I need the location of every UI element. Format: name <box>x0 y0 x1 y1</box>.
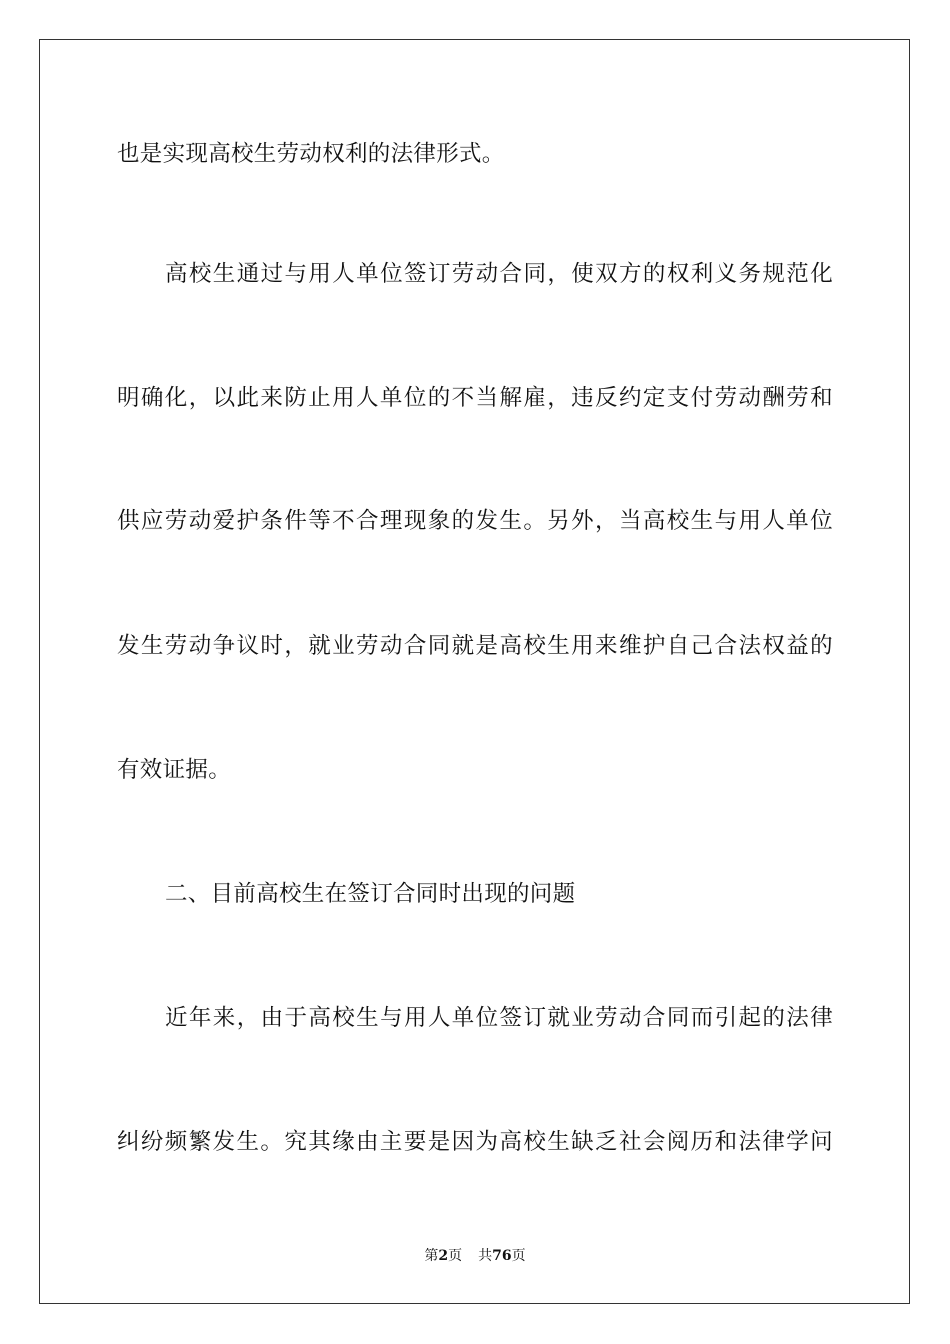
page-number: 2 <box>438 1248 449 1264</box>
total-pages: 76 <box>492 1248 512 1264</box>
text-line-2: 高校生通过与用人单位签订劳动合同，使双方的权利义务规范化 <box>165 261 833 287</box>
text-line-3: 明确化，以此来防止用人单位的不当解雇，违反约定支付劳动酬劳和 <box>117 385 833 411</box>
total-suffix: 页 <box>511 1248 526 1264</box>
text-line-6: 有效证据。 <box>117 757 232 783</box>
section-heading: 二、目前高校生在签订合同时出现的问题 <box>165 881 576 907</box>
page-footer <box>0 1247 950 1265</box>
text-line-5: 发生劳动争议时，就业劳动合同就是高校生用来维护自己合法权益的 <box>117 633 833 659</box>
text-line-9: 纠纷频繁发生。究其缘由主要是因为高校生缺乏社会阅历和法律学问 <box>117 1129 833 1155</box>
page-suffix: 页 <box>448 1248 463 1264</box>
page-prefix: 第 <box>424 1248 439 1264</box>
total-prefix: 共 <box>478 1248 493 1264</box>
text-line-4: 供应劳动爱护条件等不合理现象的发生。另外，当高校生与用人单位 <box>117 508 833 534</box>
text-line-1: 也是实现高校生劳动权利的法律形式。 <box>117 141 505 167</box>
page-border <box>39 39 910 1304</box>
text-line-8: 近年来，由于高校生与用人单位签订就业劳动合同而引起的法律 <box>165 1005 833 1031</box>
